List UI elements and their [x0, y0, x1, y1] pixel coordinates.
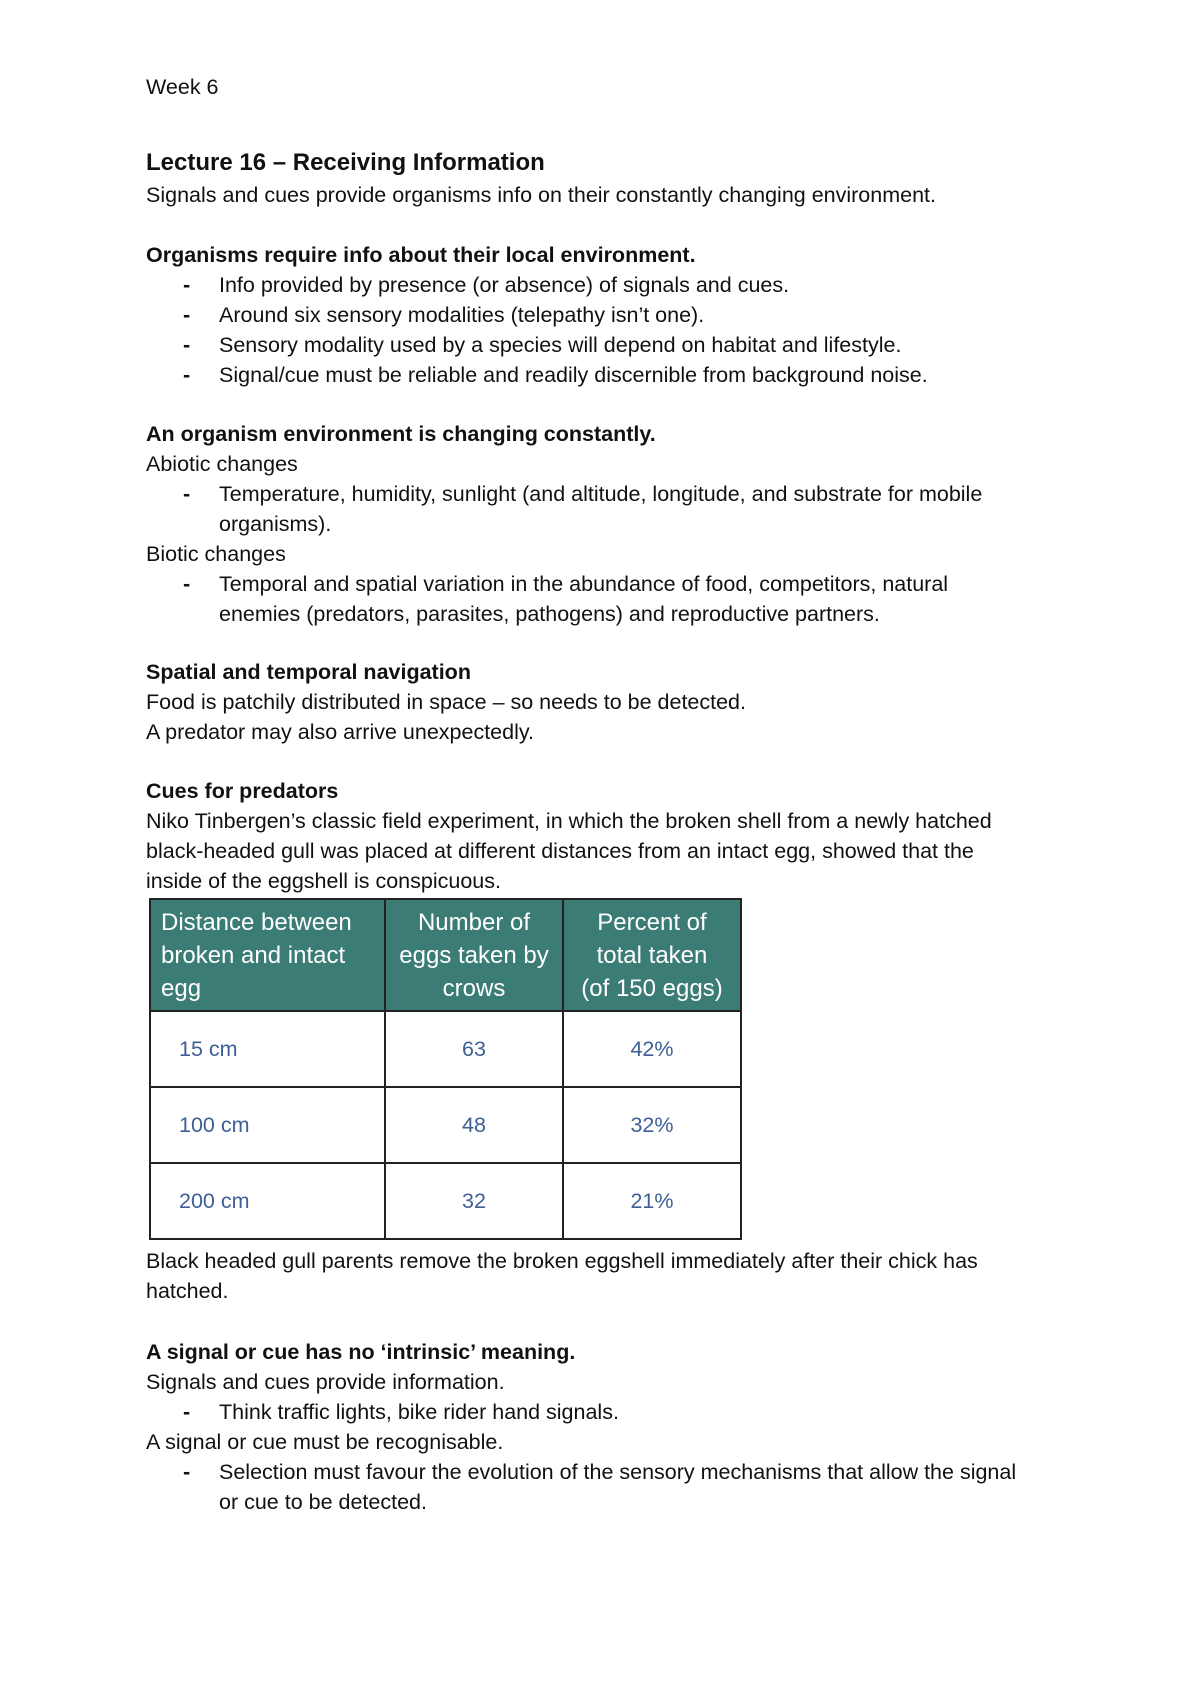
paragraph-line: Black headed gull parents remove the broken eggshell immediately after their chick has	[146, 1249, 978, 1273]
list-item-line: - Selection must favour the evolution of the sensory mechanisms that allow the signal	[219, 1460, 1017, 1484]
paragraph-line: Food is patchily distributed in space – so needs to be detected.	[146, 690, 746, 714]
header-line: Percent of	[597, 908, 707, 936]
section-cues-for-predators	[146, 776, 1076, 896]
header-line: Distance between	[161, 908, 352, 936]
intro-text: Signals and cues provide organisms info on their constantly changing environment.	[146, 183, 936, 207]
cell-percent: 32%	[563, 1087, 741, 1163]
column-header-percent	[563, 899, 741, 1011]
bullet-list	[146, 1397, 1076, 1427]
lecture-header	[146, 148, 1076, 210]
section-heading: Spatial and temporal navigation	[146, 660, 471, 684]
section-heading: An organism environment is changing constantly.	[146, 422, 656, 446]
table-row	[150, 1011, 741, 1087]
paragraph-line: black-headed gull was placed at different distances from an intact egg, showed that the	[146, 839, 974, 863]
bullet-list	[146, 1457, 1076, 1517]
eggshell-experiment-table	[149, 898, 742, 1240]
biotic-label: Biotic changes	[146, 542, 286, 566]
table-row	[150, 1163, 741, 1239]
bullet-list	[146, 270, 1076, 390]
paragraph-line: Niko Tinbergen’s classic field experiment, in which the broken shell from a newly hatched	[146, 809, 992, 833]
cell-number: 48	[385, 1087, 563, 1163]
paragraph-line: hatched.	[146, 1279, 229, 1303]
header-line: broken and intact	[161, 941, 346, 969]
cell-distance: 100 cm	[150, 1087, 385, 1163]
list-item	[146, 1457, 1076, 1517]
cell-distance: 200 cm	[150, 1163, 385, 1239]
header-line: (of 150 eggs)	[581, 974, 723, 1002]
header-line: total taken	[596, 941, 708, 969]
section-heading: Organisms require info about their local environment.	[146, 243, 696, 267]
bullet-list	[146, 479, 1076, 539]
list-item-line: enemies (predators, parasites, pathogens) and reproductive partners.	[219, 602, 880, 626]
list-item	[146, 569, 1076, 629]
bullet-list	[146, 569, 1076, 629]
cell-number: 63	[385, 1011, 563, 1087]
table-row	[150, 1087, 741, 1163]
section-heading: A signal or cue has no ‘intrinsic’ meaning.	[146, 1340, 576, 1364]
section-no-intrinsic-meaning	[146, 1337, 1076, 1517]
lecture-title: Lecture 16 – Receiving Information	[146, 149, 545, 176]
section-environment-changing	[146, 419, 1076, 629]
abiotic-label: Abiotic changes	[146, 452, 298, 476]
list-item-line: - Temporal and spatial variation in the abundance of food, competitors, natural	[219, 572, 949, 596]
after-table-text	[146, 1246, 1076, 1306]
list-item: - Think traffic lights, bike rider hand signals.	[146, 1397, 1076, 1427]
list-item	[146, 479, 1076, 539]
column-header-distance	[150, 899, 385, 1011]
column-header-number	[385, 899, 563, 1011]
list-item-line: or cue to be detected.	[219, 1490, 427, 1514]
week-label: Week 6	[146, 75, 219, 99]
paragraph-line: A predator may also arrive unexpectedly.	[146, 720, 534, 744]
table-header-row	[150, 899, 741, 1011]
cell-distance: 15 cm	[150, 1011, 385, 1087]
list-item: - Around six sensory modalities (telepathy isn’t one).	[146, 300, 1076, 330]
section-heading: Cues for predators	[146, 779, 339, 803]
cell-percent: 42%	[563, 1011, 741, 1087]
paragraph-line: inside of the eggshell is conspicuous.	[146, 869, 501, 893]
list-item-line: organisms).	[219, 512, 332, 536]
header-line: eggs taken by	[399, 941, 549, 969]
paragraph-line: A signal or cue must be recognisable.	[146, 1430, 504, 1454]
cell-percent: 21%	[563, 1163, 741, 1239]
list-item: - Signal/cue must be reliable and readily discernible from background noise.	[146, 360, 1076, 390]
header-line: egg	[161, 974, 202, 1002]
paragraph-line: Signals and cues provide information.	[146, 1370, 505, 1394]
cell-number: 32	[385, 1163, 563, 1239]
header-line: crows	[442, 974, 506, 1002]
header-line: Number of	[417, 908, 531, 936]
list-item: - Info provided by presence (or absence) of signals and cues.	[146, 270, 1076, 300]
section-navigation	[146, 657, 1076, 747]
list-item: - Sensory modality used by a species will depend on habitat and lifestyle.	[146, 330, 1076, 360]
section-organisms-require-info	[146, 240, 1076, 390]
list-item-line: - Temperature, humidity, sunlight (and altitude, longitude, and substrate for mobile	[219, 482, 983, 506]
